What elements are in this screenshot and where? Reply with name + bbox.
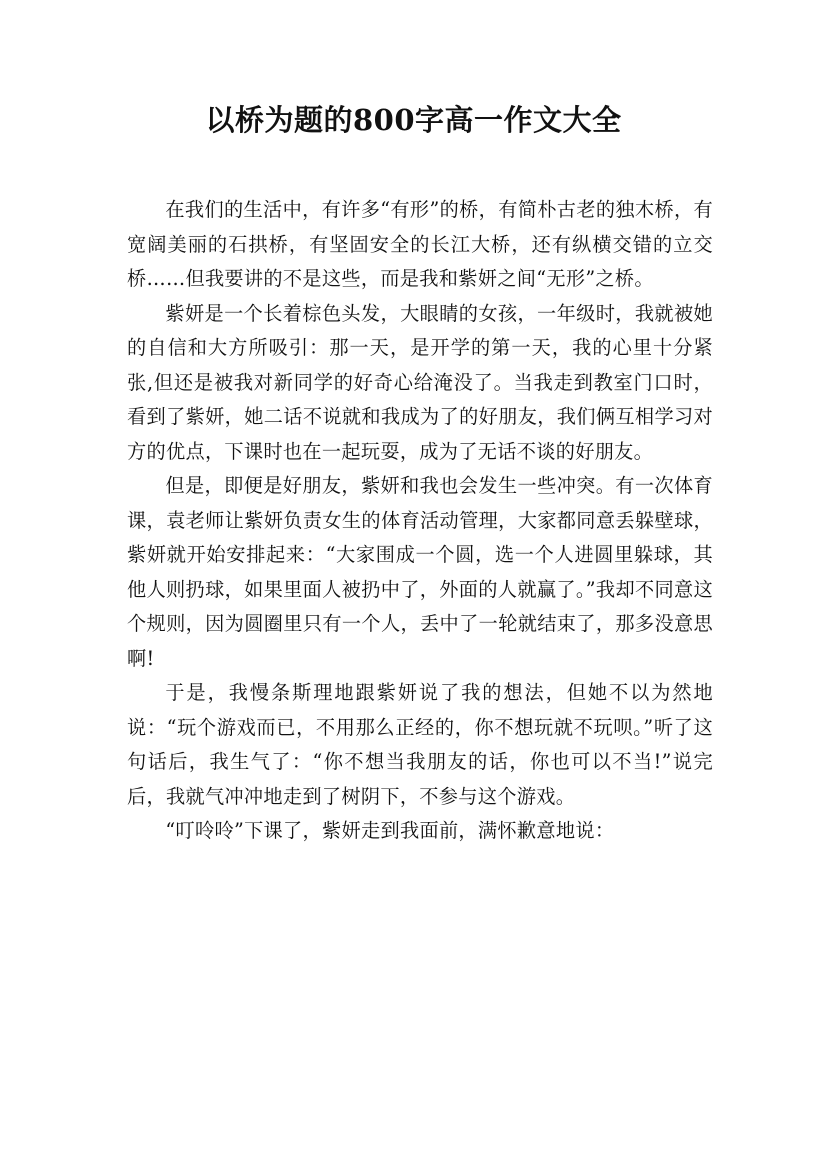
paragraph: 但是，即便是好朋友，紫妍和我也会发生一些冲突。有一次体育课，袁老师让紫妍负责女生的体育活动管理，大家都同意丢躲壁球，紫妍就开始安排起来：“大家围成一个圆，选一个人进圆里躲球，其他人则扔球，如果里面人被扔中了，外面的人就赢了。”我却不同意这个规则，因为圆圈里只有一个人，丢中了一轮就结束了，那多没意思啊! [127, 474, 713, 670]
paragraph: “叮呤呤”下课了，紫妍走到我面前，满怀歉意地说： [165, 819, 615, 842]
paragraph: 在我们的生活中，有许多“有形”的桥，有简朴古老的独木桥，有宽阔美丽的石拱桥，有坚固安全的长江大桥，还有纵横交错的立交桥……但我要讲的不是这些，而是我和紫妍之间“无形”之桥。 [127, 198, 713, 290]
paragraph: 于是，我慢条斯理地跟紫妍说了我的想法，但她不以为然地说：“玩个游戏而已，不用那么正经的，你不想玩就不玩呗。”听了这句话后，我生气了：“你不想当我朋友的话，你也可以不当!”说完后，我就气冲冲地走到了树阴下，不参与这个游戏。 [127, 681, 713, 808]
document-title: 以桥为题的800字高一作文大全 [205, 103, 622, 137]
document-body [127, 193, 713, 849]
paragraph: 紫妍是一个长着棕色头发，大眼睛的女孩，一年级时，我就被她的自信和大方所吸引：那一天，是开学的第一天，我的心里十分紧张,但还是被我对新同学的好奇心给淹没了。当我走到教室门口时，看到了紫妍，她二话不说就和我成为了的好朋友，我们俩互相学习对方的优点，下课时也在一起玩耍，成为了无话不谈的好朋友。 [127, 301, 713, 463]
